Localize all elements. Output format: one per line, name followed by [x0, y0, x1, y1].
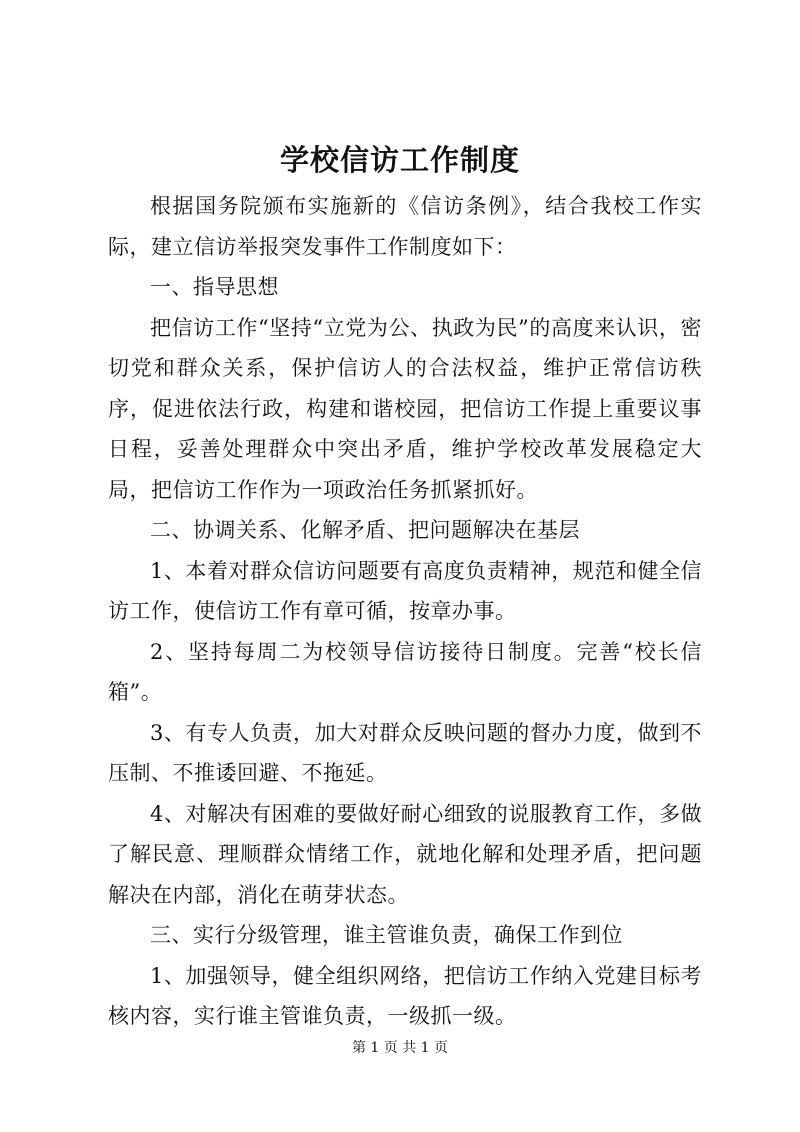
- list-item-3-1: 1、加强领导，健全组织网络，把信访工作纳入党建目标考核内容，实行谁主管谁负责，一级抓一级。: [108, 963, 702, 1028]
- list-item-2-2: 2、坚持每周二为校领导信访接待日制度。完善“校长信箱”。: [108, 639, 702, 704]
- list-item-2-1: 1、本着对群众信访问题要有高度负责精神，规范和健全信访工作，使信访工作有章可循，按章办事。: [108, 558, 702, 623]
- paragraph-guiding-thought: 把信访工作“坚持“立党为公、执政为民”的高度来认识，密切党和群众关系，保护信访人的合法权益，维护正常信访秩序，促进依法行政，构建和谐校园，把信访工作提上重要议事日程，妥善处理群众中突出矛盾，维护学校改革发展稳定大局，把信访工作作为一项政治任务抓紧抓好。: [108, 315, 702, 502]
- section-heading-3: 三、实行分级管理，谁主管谁负责，确保工作到位: [150, 923, 623, 947]
- document-title: 学校信访工作制度: [279, 143, 520, 177]
- document-body: [108, 186, 702, 1037]
- section-heading-1: 一、指导思想: [150, 275, 279, 299]
- page-footer: 第 1 页 共 1 页: [351, 1040, 449, 1056]
- list-item-2-4: 4、对解决有困难的要做好耐心细致的说服教育工作，多做了解民意、理顺群众情绪工作，就地化解和处理矛盾，把问题解决在内部，消化在萌芽状态。: [108, 801, 702, 907]
- paragraph-intro: 根据国务院颁布实施新的《信访条例》，结合我校工作实际，建立信访举报突发事件工作制度如下：: [108, 194, 702, 259]
- list-item-2-3: 3、有专人负责，加大对群众反映问题的督办力度，做到不压制、不推诿回避、不拖延。: [108, 720, 702, 785]
- section-heading-2: 二、协调关系、化解矛盾、把问题解决在基层: [150, 518, 580, 542]
